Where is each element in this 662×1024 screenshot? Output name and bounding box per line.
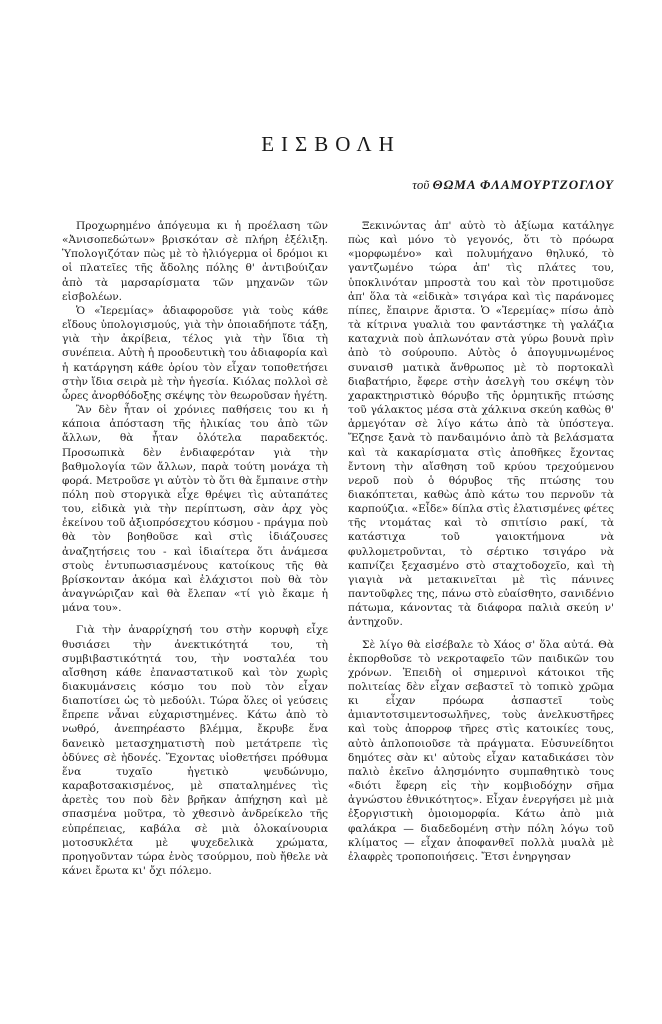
paragraph: Ὁ «Ἱερεμίας» ἀδιαφοροῦσε γιὰ τοὺς κάθε εἴδους ὑπολογισμούς, γιὰ τὴν ὁποιαδήποτε τάξη, γιὰ τὴν ἀκρίβεια, τέλος γιὰ τὴν ἴδια τὴ συνέπεια. Αὐτὴ ἡ προοδευτικὴ του ἀδιαφορία καὶ ἡ κατάργηση κάθε ὁρίου τὸν εἶχαν τοποθετήσει στὴν ἴδια σειρὰ μὲ τὴν ἡγεσία. Κιόλας πολλοὶ σὲ ὧρες ἀνορθόδοξης σκέψης τὸν θεωροῦσαν ἡγέτη. [62, 304, 328, 402]
right-column [348, 219, 614, 864]
byline [412, 177, 614, 193]
paragraph: Ἂν δὲν ἦταν οἱ χρόνιες παθήσεις του κι ἡ κάποια ἀπόσταση τῆς ἡλικίας του ἀπὸ τῶν ἄλλων, θὰ ἦταν ὁλότελα παραδεκτός. Προσωπικὰ δὲν ἐνδιαφερόταν γιὰ τὴν βαθμολογία τῶν ἄλλων, παρὰ τούτη μονάχα τὴ φορά. Μετροῦσε γι αὐτὸν τὸ ὅτι θὰ ἔμπαινε στὴν πόλη ποὺ στοργικὰ εἶχε θρέψει τὶς αὐταπάτες του, εἰδικὰ γιὰ τὴν περίπτωση, σὰν ἀρχ γὸς ἐκείνου τοῦ ἀξιοπρόσεχτου κόσμου - πράγμα ποὺ θὰ τὸν βοηθοῦσε καὶ στὶς ἰδιάζουσες ἀναζητήσεις του - καὶ ἰδιαίτερα ὅτι ἀνάμεσα στοὺς ἐντυπωσιασμένους κατοίκους τῆς θὰ βρίσκονταν ἀκόμα καὶ ἐλάχιστοι ποὺ θὰ τὸν ἀναγνώριζαν καὶ θὰ ἔλεπαν «τί γιὸ ἔκαμε ἡ μάνα του». [62, 404, 328, 615]
paragraph: Προχωρημένο ἀπόγευμα κι ἡ προέλαση τῶν «Ἀνισοπεδώτων» βρισκόταν σὲ πλήρη ἐξέλιξη. Ὑπολογιζόταν πὼς μὲ τὸ ἡλιόγερμα οἱ δρόμοι κι οἱ πλατεῖες τῆς ἄδολης πόλης θ' ἀντιβούιζαν ἀπὸ τὰ μαρσαρίσματα τῶν μηχανῶν τῶν εἰσβολέων. [62, 220, 328, 303]
paragraph: Ξεκινώντας ἀπ' αὐτὸ τὸ ἀξίωμα κατάληγε πὼς καὶ μόνο τὸ γεγονός, ὅτι τὸ πρόωρα «μορφωμένο» καὶ πολυμήχανο θηλυκό, τὸ γαντζωμένο τώρα ἀπ' τὶς πλάτες του, ὑποκλινόταν μπροστὰ του καὶ τὸν προτιμοῦσε ἀπ' ὅλα τὰ «εἰδικὰ» τσιγάρα καὶ τὶς παράνομες πίπες, ἔπαιρνε ἄριστα. Ὁ «Ἱερεμίας» πίσω ἀπὸ τὰ κίτρινα γυαλιὰ του φαντάστηκε τὴ γαλάζια καταχνιὰ ποὺ ἁπλωνόταν στὰ γύρω βουνὰ πρὶν ἀπὸ τὸ σούρουπο. Αὐτὸς ὁ ἀπογυμνωμένος συναισθ ματικὰ ἄνθρωπος μὲ τὸ πορτοκαλὶ διαβατήριο, ἔφερε στὴν ἀσελγὴ του σκέψη τὸν χαρακτηριστικὸ θόρυβο τῆς ὁρμητικῆς πτώσης τοῦ γάλακτος μέσα στὰ χάλκινα σκεύη καθὼς θ' ἁρμεγόταν σὲ λίγο κάτω ἀπὸ τὰ ὑπόστεγα. Ἔζησε ξανὰ τὸ πανδαιμόνιο ἀπὸ τὰ βελάσματα καὶ τὰ κακαρίσματα στὶς ἀποθῆκες ἔχοντας ἔντονη τὴν αἴσθηση τοῦ κρύου τρεχούμενου νεροῦ ποὺ ὁ θόρυβος τῆς πτώσης του διακόπτεται, καθὼς ἀπὸ κάτω του περνοῦν τὰ καρπούζια. «Εἶδε» δίπλα στὶς ἐλατισμένες φέτες τῆς ντομάτας καὶ τὸ σπιτίσιο ρακί, τὰ κατάστιχα τοῦ γαιοκτήμονα νὰ φυλλομετροῦνται, τὸ σέρτικο τσιγάρο νὰ καπνίζει ξεχασμένο στὸ σταχτοδοχεῖο, καὶ τὴ γιαγιὰ νὰ μετακινεῖται μὲ τὶς πάνινες παντοῦφλες της, πάνω στὸ εὐαίσθητο, σανιδένιο πάτωμα, κάνοντας τὰ διάφορα παλιὰ σκεύη ν' ἀντηχοῦν. [348, 220, 614, 629]
byline-prefix: τοῦ [412, 177, 430, 192]
article-title: ΕΙΣΒΟΛΗ [261, 132, 401, 157]
author-name: ΘΩΜΑ ΦΛΑΜΟΥΡΤΖΟΓΛΟΥ [432, 177, 614, 192]
left-column [62, 219, 328, 878]
paragraph: Σὲ λίγο θὰ εἰσέβαλε τὸ Χάος σ' ὅλα αὐτά. Θὰ ἐκπορθοῦσε τὸ νεκροταφεῖο τῶν παιδικῶν του χρόνων. Ἐπειδὴ οἱ σημερινοὶ κάτοικοι τῆς πολιτείας δὲν εἶχαν σεβαστεῖ τὸ τοπικὸ χρῶμα κι εἶχαν πρόωρα ἀσπαστεῖ τοὺς ἀμιαντοτσιμεντοσωλῆνες, τοὺς ἀνελκυστῆρες καὶ τοὺς ἀπορροφ τῆρες στὶς κατοικίες τους, αὐτὸ ἀπλοποιοῦσε τὰ πράγματα. Εὐσυνείδητοι δημότες σὰν κι' αὐτοὺς εἶχαν καταδικάσει τὸν παλιὸ ἐκεῖνο ἀλησμόνητο συμπαθητικὸ τους «διότι ἔφερη εἰς τὴν κομβιοδόχην σῆμα ἀγνώστου ἐθνικότητος». Εἶχαν ἐνεργήσει μὲ μιὰ ἐξοργιστικὴ ὁμοιομορφία. Κάτω ἀπὸ μιὰ φαλάκρα — διαδεδομένη στὴν πόλη λόγω τοῦ κλίματος — εἶχαν ἀποφανθεῖ πολλὰ μυαλὰ μὲ ἐλαφρὲς τροποποιήσεις. Ἔτσι ἐνηργησαν [348, 638, 614, 863]
paragraph: Γιὰ τὴν ἀναρρίχησή του στὴν κορυφὴ εἶχε θυσιάσει τὴν ἀνεκτικότητά του, τὴ συμβιβαστικότητά του, τὴν νοσταλέα του αἴσθηση κάθε ἐπαναστατικοῦ καὶ τὸν χωρὶς διακυμάνσεις κόσμο του ποὺ τὸν εἶχαν διαποτίσει ὡς τὸ μεδούλι. Τώρα ὅλες οἱ γεύσεις ἔπρεπε νἆναι εὐχαριστημένες. Κάτω ἀπὸ τὸ νωθρό, ἀνεπηρέαστο βλέμμα, ἔκρυβε ἕνα δανεικὸ μετασχηματιστὴ ποὺ μετάτρεπε τὶς ὀδύνες σὲ ἡδονές. Ἔχοντας υἱοθετήσει πρόθυμα ἕνα τυχαῖο ἡγετικὸ ψευδώνυμο, καραβοτσακισμένος, μὲ σπαταλημένες τὶς ἀρετὲς του ποὺ δὲν βρῆκαν ἀπήχηση καὶ μὲ σπασμένα μοῦτρα, τὸ χθεσινὸ ἀνδρείκελο τῆς εὐπρέπειας, καβάλα σὲ μιὰ ὁλοκαίνουρια μοτοσυκλέτα μὲ ψυχεδελικὰ χρώματα, προηγοῦνταν τώρα ἑνὸς τσούρμου, ποὺ ἤθελε νὰ κάνει ἔρωτα κι' ὄχι πόλεμο. [62, 624, 328, 878]
